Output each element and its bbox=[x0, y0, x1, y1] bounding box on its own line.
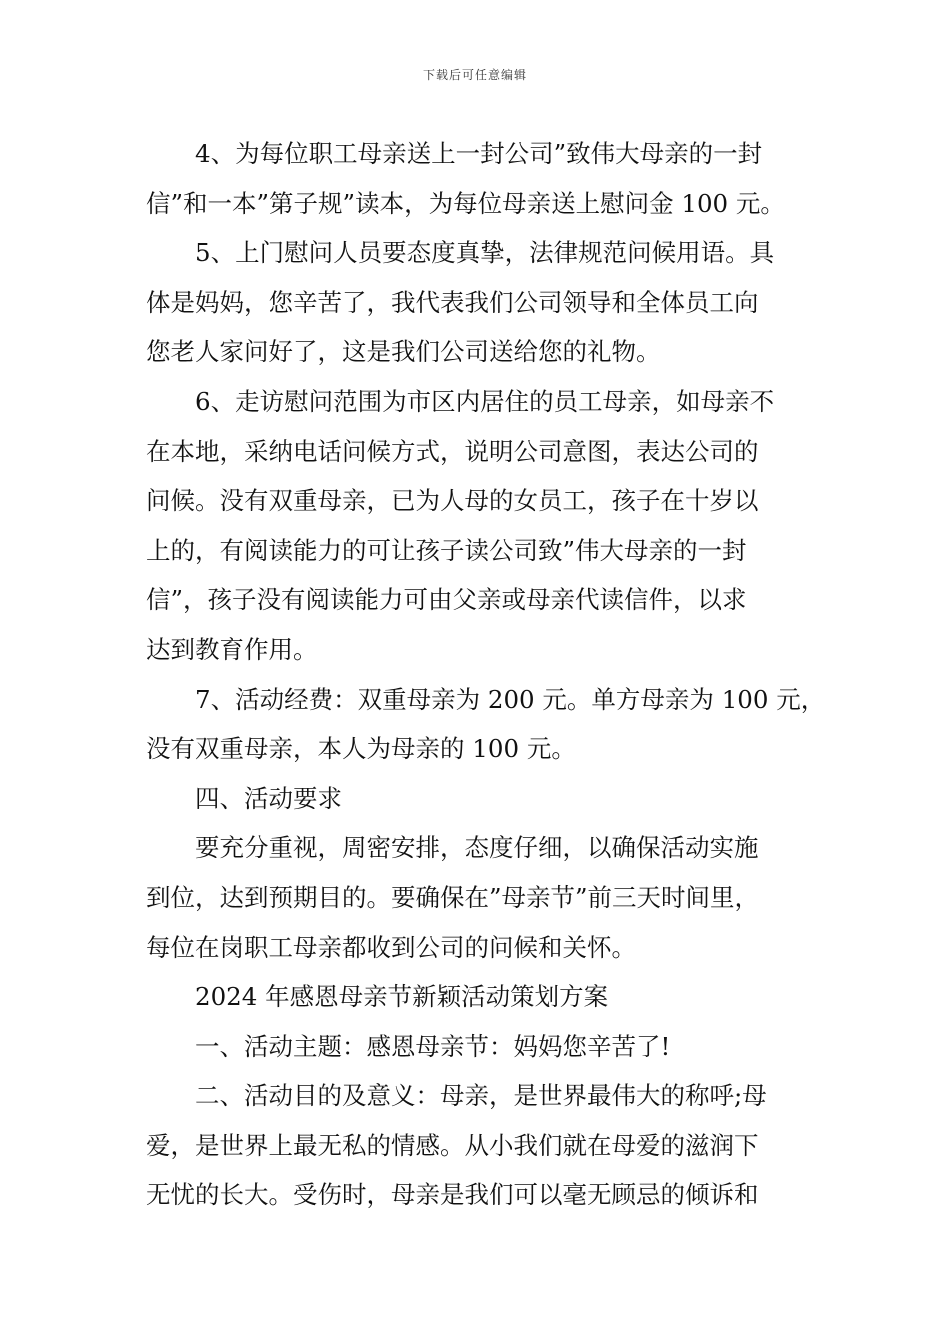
text-line: 到位，达到预期目的。要确保在”母亲节”前三天时间里， bbox=[146, 882, 760, 912]
text-line: 没有双重母亲，本人为母亲的 100 元。 bbox=[146, 734, 576, 764]
text-line: 信”和一本”第子规”读本，为每位母亲送上慰问金 100 元。 bbox=[146, 188, 785, 218]
text-line: 每位在岗职工母亲都收到公司的问候和关怀。 bbox=[146, 932, 636, 962]
text-line: 要充分重视，周密安排，态度仔细，以确保活动实施 bbox=[195, 833, 759, 863]
text-line: 四、活动要求 bbox=[195, 783, 342, 813]
text-line: 6、走访慰问范围为市区内居住的员工母亲，如母亲不 bbox=[195, 386, 775, 416]
text-line: 爱，是世界上最无私的情感。从小我们就在母爱的滋润下 bbox=[146, 1130, 759, 1160]
text-line: 您老人家问好了，这是我们公司送给您的礼物。 bbox=[146, 337, 661, 367]
text-line: 5、上门慰问人员要态度真挚，法律规范问候用语。具 bbox=[195, 238, 775, 268]
text-line: 4、为每位职工母亲送上一封公司”致伟大母亲的一封 bbox=[195, 139, 763, 168]
text-line: 在本地，采纳电话问候方式，说明公司意图，表达公司的 bbox=[146, 436, 759, 466]
text-line: 一、活动主题：感恩母亲节：妈妈您辛苦了! bbox=[195, 1031, 671, 1061]
text-line: 体是妈妈，您辛苦了，我代表我们公司领导和全体员工向 bbox=[146, 287, 759, 317]
text-line: 2024 年感恩母亲节新颖活动策划方案 bbox=[195, 982, 609, 1012]
text-line: 上的，有阅读能力的可让孩子读公司致”伟大母亲的一封 bbox=[146, 535, 747, 565]
page-header: 下载后可任意编辑 bbox=[422, 68, 527, 82]
text-line: 无忧的长大。受伤时，母亲是我们可以毫无顾忌的倾诉和 bbox=[146, 1180, 759, 1210]
text-line: 二、活动目的及意义：母亲，是世界最伟大的称呼;母 bbox=[195, 1081, 767, 1111]
text-line: 达到教育作用。 bbox=[146, 634, 318, 664]
text-line: 信”，孩子没有阅读能力可由父亲或母亲代读信件，以求 bbox=[146, 585, 747, 615]
text-line: 问候。没有双重母亲，已为人母的女员工，孩子在十岁以 bbox=[146, 486, 759, 516]
text-line: 7、活动经费：双重母亲为 200 元。单方母亲为 100 元， bbox=[195, 684, 826, 714]
document-body bbox=[146, 129, 836, 1220]
